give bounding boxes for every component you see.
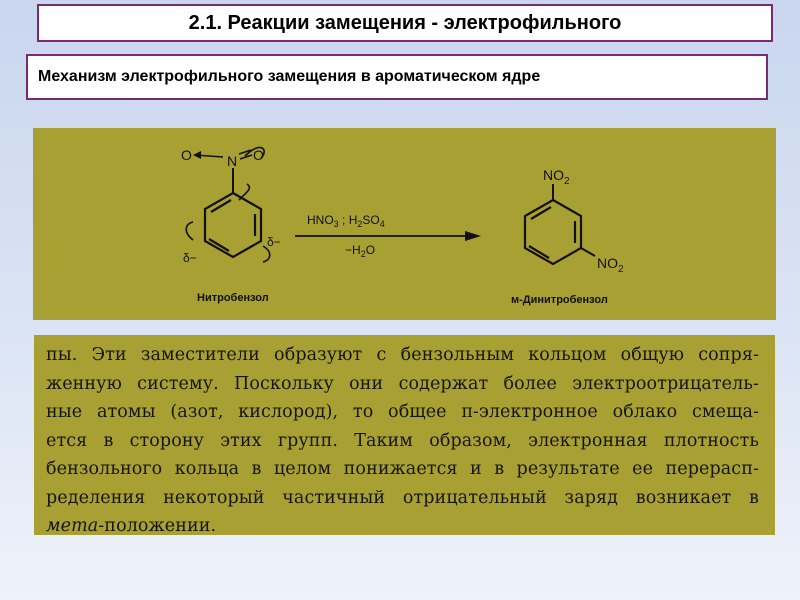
curved-arrow-ring — [239, 184, 249, 200]
product-no2-meta: $NO_2$ — [597, 255, 624, 275]
slide-title: 2.1. Реакции замещения - электрофильного — [188, 11, 622, 34]
product-name: м-Динитробензол — [511, 294, 608, 306]
paragraph-line: ется в сторону этих групп. Таким образом, электронная плотность — [46, 430, 759, 451]
meta-suffix: -положении. — [98, 516, 217, 536]
nitrogen-atom: N — [227, 153, 238, 169]
arrow-left-head — [193, 151, 201, 159]
paragraph-line: бензольного кольца в целом понижается и в результате ее перерасп- — [46, 459, 759, 479]
reaction-scheme-diagram — [33, 128, 776, 320]
reaction-arrow-head — [465, 231, 481, 241]
paragraph-line: женную систему. Поскольку они содержат более электроотрицатель- — [46, 373, 759, 394]
paragraph-last-line — [46, 512, 759, 541]
slide-subtitle: Механизм электрофильного замещения в ароматическом ядре — [38, 68, 541, 85]
product-no2-top: $NO_2$ — [543, 167, 570, 187]
oxygen-left-atom: O — [181, 147, 192, 163]
nitrobenzene-ring — [205, 193, 261, 257]
reaction-scheme-panel — [33, 128, 776, 320]
reagents-label — [307, 213, 385, 229]
curved-arrow-left — [186, 222, 193, 240]
slide-title-box — [37, 4, 773, 42]
meta-word: мета — [46, 516, 99, 536]
dinitrobenzene-ring — [525, 200, 581, 264]
slide-subtitle-box — [26, 54, 768, 100]
explanation-text-panel — [34, 335, 775, 535]
oxygen-right-atom: O — [253, 147, 264, 163]
delta-minus-left: δ− — [183, 251, 197, 265]
svg-text:−H2O: $-H_2O$ — [345, 243, 376, 259]
byproduct-label — [345, 243, 375, 259]
svg-text:HNO3 ; H2SO4: $HNO_3$ ; $H_2SO_4$ — [307, 213, 385, 229]
paragraph-line: пы. Эти заместители образуют с бензольным кольцом общую сопря- — [46, 345, 759, 365]
paragraph-line: ные атомы (азот, кислород), то общее π-электронное облако смеща- — [46, 402, 759, 422]
reactant-name: Нитробензол — [197, 292, 269, 304]
delta-minus-right: δ− — [267, 235, 281, 249]
paragraph-line: ределения некоторый частичный отрицательный заряд возникает в — [46, 487, 759, 508]
